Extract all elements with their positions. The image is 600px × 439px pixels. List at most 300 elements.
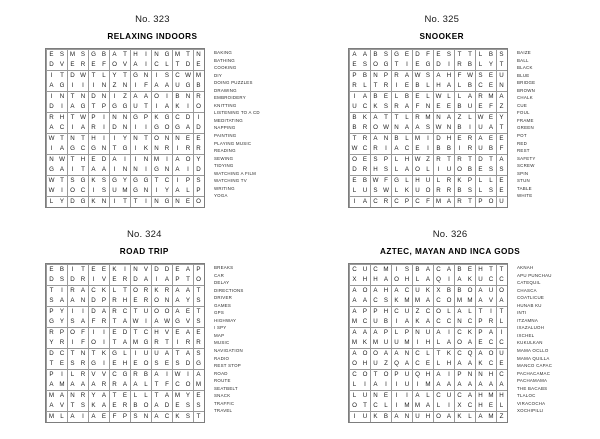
grid-cell[interactable]: A	[350, 50, 360, 60]
grid-cell[interactable]: W	[371, 176, 381, 186]
grid-cell[interactable]: H	[120, 359, 130, 369]
grid-cell[interactable]: Z	[110, 81, 120, 91]
grid-cell[interactable]: W	[173, 370, 183, 380]
grid-cell[interactable]: L	[141, 380, 151, 390]
grid-cell[interactable]: B	[392, 134, 402, 144]
grid-cell[interactable]: E	[99, 265, 109, 275]
grid-cell[interactable]: G	[78, 176, 88, 186]
grid-cell[interactable]: M	[434, 197, 444, 207]
grid-cell[interactable]: I	[141, 123, 151, 133]
grid-cell[interactable]: V	[183, 317, 193, 327]
grid-cell[interactable]: V	[99, 275, 109, 285]
grid-cell[interactable]: G	[152, 123, 162, 133]
word-list-item[interactable]: WRITING	[214, 185, 235, 191]
grid-cell[interactable]: S	[78, 50, 88, 60]
grid-cell[interactable]: A	[131, 92, 141, 102]
grid-cell[interactable]: U	[476, 275, 486, 285]
grid-cell[interactable]: I	[68, 165, 78, 175]
grid-cell[interactable]: I	[413, 338, 423, 348]
grid-cell[interactable]: O	[360, 286, 370, 296]
grid-cell[interactable]: B	[455, 123, 465, 133]
grid-cell[interactable]: S	[173, 359, 183, 369]
grid-cell[interactable]: S	[486, 186, 496, 196]
grid-cell[interactable]: I	[392, 265, 402, 275]
grid-cell[interactable]: L	[423, 81, 433, 91]
grid-cell[interactable]: A	[47, 123, 57, 133]
grid-cell[interactable]: H	[423, 370, 433, 380]
word-list-item[interactable]: TRAVEL	[214, 408, 233, 414]
grid-cell[interactable]: O	[141, 359, 151, 369]
grid-cell[interactable]: U	[497, 349, 507, 359]
grid-cell[interactable]: L	[423, 391, 433, 401]
grid-cell[interactable]: M	[47, 391, 57, 401]
grid-cell[interactable]: Y	[57, 307, 67, 317]
grid-cell[interactable]: I	[444, 370, 454, 380]
grid-cell[interactable]: R	[371, 144, 381, 154]
grid-cell[interactable]: P	[402, 197, 412, 207]
grid-cell[interactable]: U	[444, 165, 454, 175]
grid-cell[interactable]: I	[141, 60, 151, 70]
grid-cell[interactable]: K	[465, 328, 475, 338]
grid-cell[interactable]: R	[78, 60, 88, 70]
grid-cell[interactable]: H	[371, 165, 381, 175]
grid-cell[interactable]: R	[89, 123, 99, 133]
grid-cell[interactable]: O	[131, 286, 141, 296]
grid-cell[interactable]: A	[371, 328, 381, 338]
grid-cell[interactable]: R	[360, 123, 370, 133]
grid-cell[interactable]: H	[360, 359, 370, 369]
grid-cell[interactable]: A	[465, 92, 475, 102]
grid-cell[interactable]: L	[444, 92, 454, 102]
grid-cell[interactable]: T	[371, 81, 381, 91]
grid-cell[interactable]: I	[110, 92, 120, 102]
grid-cell[interactable]: T	[68, 113, 78, 123]
grid-cell[interactable]: L	[465, 412, 475, 422]
grid-cell[interactable]: L	[444, 307, 454, 317]
grid-cell[interactable]: L	[423, 349, 433, 359]
grid-cell[interactable]: L	[68, 370, 78, 380]
grid-cell[interactable]: I	[99, 328, 109, 338]
grid-cell[interactable]: N	[183, 92, 193, 102]
grid-cell[interactable]: R	[360, 165, 370, 175]
grid-cell[interactable]: A	[381, 349, 391, 359]
grid-cell[interactable]: A	[110, 155, 120, 165]
grid-cell[interactable]: V	[486, 296, 496, 306]
grid-cell[interactable]: O	[162, 123, 172, 133]
grid-cell[interactable]: C	[455, 328, 465, 338]
grid-cell[interactable]: G	[68, 144, 78, 154]
word-list-item[interactable]: XOCHIPILLI	[517, 408, 544, 414]
grid-cell[interactable]: S	[162, 71, 172, 81]
grid-cell[interactable]: I	[57, 102, 67, 112]
grid-cell[interactable]: I	[152, 71, 162, 81]
grid-cell[interactable]: S	[476, 71, 486, 81]
grid-cell[interactable]: L	[434, 176, 444, 186]
grid-cell[interactable]: C	[89, 286, 99, 296]
grid-cell[interactable]: S	[131, 412, 141, 422]
grid-cell[interactable]: U	[413, 186, 423, 196]
grid-cell[interactable]: R	[131, 370, 141, 380]
grid-cell[interactable]: I	[434, 165, 444, 175]
grid-cell[interactable]: T	[131, 197, 141, 207]
grid-cell[interactable]: A	[444, 81, 454, 91]
word-list-item[interactable]: PLAYING MUSIC	[214, 140, 252, 146]
grid-cell[interactable]: N	[444, 123, 454, 133]
grid-cell[interactable]: L	[402, 176, 412, 186]
grid-cell[interactable]: U	[444, 391, 454, 401]
grid-cell[interactable]: T	[78, 134, 88, 144]
grid-cell[interactable]: A	[360, 328, 370, 338]
grid-cell[interactable]: I	[99, 359, 109, 369]
word-list-item[interactable]: WATCHING A FILM	[214, 170, 257, 176]
grid-cell[interactable]: B	[194, 81, 204, 91]
grid-cell[interactable]: R	[78, 359, 88, 369]
grid-cell[interactable]: U	[497, 71, 507, 81]
grid-cell[interactable]: A	[423, 275, 433, 285]
grid-cell[interactable]: G	[162, 50, 172, 60]
word-list-item[interactable]: BROWN	[517, 87, 536, 93]
grid-cell[interactable]: E	[497, 359, 507, 369]
grid-cell[interactable]: S	[99, 176, 109, 186]
grid-cell[interactable]: B	[360, 71, 370, 81]
grid-cell[interactable]: O	[183, 380, 193, 390]
grid-cell[interactable]: G	[57, 81, 67, 91]
word-list-item[interactable]: WATCHING TV	[214, 178, 247, 184]
grid-cell[interactable]: T	[497, 265, 507, 275]
grid-cell[interactable]: T	[120, 286, 130, 296]
grid-cell[interactable]: C	[350, 370, 360, 380]
word-list-item[interactable]: FOUL	[517, 110, 530, 116]
grid-cell[interactable]: Y	[486, 60, 496, 70]
grid-cell[interactable]: G	[152, 165, 162, 175]
grid-cell[interactable]: T	[183, 50, 193, 60]
grid-cell[interactable]: G	[162, 197, 172, 207]
grid-cell[interactable]: A	[183, 265, 193, 275]
grid-cell[interactable]: M	[152, 155, 162, 165]
grid-cell[interactable]: S	[423, 123, 433, 133]
grid-cell[interactable]: L	[455, 81, 465, 91]
grid-cell[interactable]: L	[350, 391, 360, 401]
grid-cell[interactable]: C	[486, 275, 496, 285]
word-list-item[interactable]: KUKULKAN	[517, 340, 543, 346]
word-list-item[interactable]: POT	[517, 133, 527, 139]
word-list-item[interactable]: TABLE	[517, 185, 532, 191]
grid-cell[interactable]: A	[89, 380, 99, 390]
grid-cell[interactable]: R	[110, 307, 120, 317]
grid-cell[interactable]: B	[465, 81, 475, 91]
grid-cell[interactable]: O	[486, 197, 496, 207]
grid-cell[interactable]: T	[110, 317, 120, 327]
grid-cell[interactable]: I	[78, 412, 88, 422]
grid-cell[interactable]: C	[141, 328, 151, 338]
grid-cell[interactable]: H	[381, 286, 391, 296]
grid-cell[interactable]: A	[465, 380, 475, 390]
word-list-item[interactable]: YOGA	[214, 193, 228, 199]
grid-cell[interactable]: T	[131, 307, 141, 317]
grid-cell[interactable]: M	[120, 186, 130, 196]
grid-cell[interactable]: T	[89, 349, 99, 359]
grid-cell[interactable]: I	[392, 81, 402, 91]
word-list-item[interactable]: GREEN	[517, 125, 534, 131]
grid-cell[interactable]: R	[99, 317, 109, 327]
grid-cell[interactable]: D	[183, 113, 193, 123]
grid-cell[interactable]: D	[194, 165, 204, 175]
grid-cell[interactable]: A	[89, 165, 99, 175]
grid-cell[interactable]: A	[57, 391, 67, 401]
grid-cell[interactable]: I	[131, 144, 141, 154]
grid-cell[interactable]: H	[444, 359, 454, 369]
grid-cell[interactable]: A	[423, 296, 433, 306]
grid-cell[interactable]: L	[423, 165, 433, 175]
grid-cell[interactable]: I	[173, 144, 183, 154]
grid-cell[interactable]: I	[68, 265, 78, 275]
grid-cell[interactable]: F	[413, 102, 423, 112]
grid-cell[interactable]: O	[444, 296, 454, 306]
grid-cell[interactable]: R	[455, 197, 465, 207]
grid-cell[interactable]: E	[423, 359, 433, 369]
grid-cell[interactable]: M	[57, 380, 67, 390]
grid-cell[interactable]: G	[392, 176, 402, 186]
grid-cell[interactable]: I	[350, 92, 360, 102]
grid-cell[interactable]: K	[444, 349, 454, 359]
grid-cell[interactable]: M	[371, 338, 381, 348]
grid-cell[interactable]: E	[162, 359, 172, 369]
grid-cell[interactable]: C	[360, 317, 370, 327]
grid-cell[interactable]: T	[183, 275, 193, 285]
grid-cell[interactable]: I	[392, 391, 402, 401]
grid-cell[interactable]: D	[183, 60, 193, 70]
grid-cell[interactable]: A	[413, 123, 423, 133]
grid-cell[interactable]: E	[455, 134, 465, 144]
grid-cell[interactable]: B	[360, 176, 370, 186]
grid-cell[interactable]: A	[120, 380, 130, 390]
grid-cell[interactable]: C	[455, 349, 465, 359]
grid-cell[interactable]: N	[99, 197, 109, 207]
grid-cell[interactable]: F	[423, 197, 433, 207]
grid-cell[interactable]: A	[350, 296, 360, 306]
grid-cell[interactable]: N	[162, 134, 172, 144]
grid-cell[interactable]: V	[141, 265, 151, 275]
grid-cell[interactable]: C	[434, 296, 444, 306]
word-list-item[interactable]: EMBROIDERY	[214, 95, 246, 101]
grid-cell[interactable]: Y	[194, 155, 204, 165]
grid-cell[interactable]: A	[444, 412, 454, 422]
grid-cell[interactable]: T	[152, 391, 162, 401]
word-list-item[interactable]: CUE	[517, 102, 528, 108]
grid-cell[interactable]: A	[497, 155, 507, 165]
grid-cell[interactable]: T	[173, 60, 183, 70]
grid-cell[interactable]: M	[486, 412, 496, 422]
grid-cell[interactable]: D	[99, 155, 109, 165]
grid-cell[interactable]: C	[173, 71, 183, 81]
grid-cell[interactable]: Y	[183, 296, 193, 306]
grid-cell[interactable]: C	[57, 349, 67, 359]
grid-cell[interactable]: K	[413, 317, 423, 327]
grid-cell[interactable]: I	[173, 176, 183, 186]
word-list-item[interactable]: HIGHWAY	[214, 317, 237, 323]
grid-cell[interactable]: O	[194, 275, 204, 285]
word-list-item[interactable]: BATHING	[214, 57, 235, 63]
grid-cell[interactable]: A	[47, 401, 57, 411]
grid-cell[interactable]: T	[194, 412, 204, 422]
grid-cell[interactable]: N	[68, 391, 78, 401]
grid-cell[interactable]: D	[152, 265, 162, 275]
grid-cell[interactable]: A	[465, 338, 475, 348]
grid-cell[interactable]: P	[476, 197, 486, 207]
word-list-item[interactable]: REST STOP	[214, 363, 241, 369]
grid-cell[interactable]: L	[120, 349, 130, 359]
grid-cell[interactable]: F	[162, 380, 172, 390]
grid-cell[interactable]: N	[47, 155, 57, 165]
grid-cell[interactable]: A	[360, 197, 370, 207]
grid-cell[interactable]: B	[381, 317, 391, 327]
grid-cell[interactable]: L	[497, 401, 507, 411]
grid-cell[interactable]: E	[47, 50, 57, 60]
grid-cell[interactable]: A	[476, 296, 486, 306]
grid-cell[interactable]: U	[110, 186, 120, 196]
grid-cell[interactable]: P	[194, 186, 204, 196]
grid-cell[interactable]: T	[360, 401, 370, 411]
grid-cell[interactable]: I	[162, 155, 172, 165]
grid-cell[interactable]: P	[476, 328, 486, 338]
word-list-item[interactable]: BLACK	[517, 65, 533, 71]
grid-cell[interactable]: A	[110, 50, 120, 60]
grid-cell[interactable]: G	[89, 359, 99, 369]
grid-cell[interactable]: U	[402, 370, 412, 380]
grid-cell[interactable]: R	[413, 113, 423, 123]
grid-cell[interactable]: E	[413, 144, 423, 154]
grid-cell[interactable]: C	[371, 197, 381, 207]
word-list-item[interactable]: SCREW	[517, 163, 535, 169]
grid-cell[interactable]: A	[350, 307, 360, 317]
word-list-item[interactable]: CAR	[214, 272, 225, 278]
grid-cell[interactable]: I	[57, 186, 67, 196]
grid-cell[interactable]: T	[120, 71, 130, 81]
grid-cell[interactable]: N	[141, 186, 151, 196]
grid-cell[interactable]: S	[381, 102, 391, 112]
grid-cell[interactable]: R	[183, 144, 193, 154]
grid-cell[interactable]: E	[89, 265, 99, 275]
grid-cell[interactable]: F	[78, 338, 88, 348]
grid-cell[interactable]: M	[402, 401, 412, 411]
grid-cell[interactable]: P	[465, 176, 475, 186]
word-list-item[interactable]: MANCO CAPAC	[517, 363, 553, 369]
grid-cell[interactable]: N	[152, 50, 162, 60]
grid-cell[interactable]: T	[173, 349, 183, 359]
grid-cell[interactable]: S	[194, 401, 204, 411]
grid-cell[interactable]: T	[476, 307, 486, 317]
grid-cell[interactable]: W	[78, 71, 88, 81]
grid-cell[interactable]: A	[78, 286, 88, 296]
grid-cell[interactable]: I	[68, 123, 78, 133]
grid-cell[interactable]: P	[381, 155, 391, 165]
grid-cell[interactable]: W	[47, 186, 57, 196]
grid-cell[interactable]: S	[371, 155, 381, 165]
grid-cell[interactable]: S	[194, 317, 204, 327]
grid-cell[interactable]: O	[350, 401, 360, 411]
grid-cell[interactable]: A	[57, 296, 67, 306]
grid-cell[interactable]: A	[173, 186, 183, 196]
grid-cell[interactable]: H	[152, 328, 162, 338]
grid-cell[interactable]: L	[497, 317, 507, 327]
grid-cell[interactable]: T	[194, 307, 204, 317]
grid-cell[interactable]: T	[194, 286, 204, 296]
word-list-item[interactable]: PACHACAMAC	[517, 370, 551, 376]
grid-cell[interactable]: A	[68, 296, 78, 306]
grid-cell[interactable]: L	[455, 92, 465, 102]
grid-cell[interactable]: I	[423, 144, 433, 154]
grid-cell[interactable]: L	[392, 155, 402, 165]
word-list-item[interactable]: BAKING	[214, 50, 233, 55]
grid-cell[interactable]: T	[497, 123, 507, 133]
grid-cell[interactable]: D	[434, 60, 444, 70]
grid-cell[interactable]: N	[381, 134, 391, 144]
grid-cell[interactable]: C	[152, 60, 162, 70]
grid-cell[interactable]: R	[183, 338, 193, 348]
grid-cell[interactable]: O	[141, 401, 151, 411]
grid-cell[interactable]: A	[423, 317, 433, 327]
grid-cell[interactable]: R	[110, 380, 120, 390]
grid-cell[interactable]: A	[183, 349, 193, 359]
grid-cell[interactable]: P	[47, 307, 57, 317]
grid-cell[interactable]: R	[141, 296, 151, 306]
grid-cell[interactable]: K	[360, 338, 370, 348]
grid-cell[interactable]: E	[476, 165, 486, 175]
grid-cell[interactable]: O	[152, 296, 162, 306]
grid-cell[interactable]: D	[110, 123, 120, 133]
grid-cell[interactable]: E	[381, 391, 391, 401]
grid-cell[interactable]: S	[423, 71, 433, 81]
grid-cell[interactable]: Z	[423, 155, 433, 165]
word-list-item[interactable]: TLALOC	[517, 393, 536, 399]
grid-cell[interactable]: P	[99, 296, 109, 306]
grid-cell[interactable]: W	[47, 134, 57, 144]
grid-cell[interactable]: A	[131, 60, 141, 70]
grid-cell[interactable]: A	[423, 265, 433, 275]
grid-cell[interactable]: C	[392, 307, 402, 317]
grid-cell[interactable]: Q	[392, 359, 402, 369]
grid-cell[interactable]: I	[99, 134, 109, 144]
grid-cell[interactable]: A	[455, 380, 465, 390]
grid-cell[interactable]: V	[99, 370, 109, 380]
grid-cell[interactable]: A	[173, 155, 183, 165]
grid-cell[interactable]: L	[99, 71, 109, 81]
grid-cell[interactable]: R	[120, 275, 130, 285]
word-list-item[interactable]: CATEQUIL	[517, 280, 541, 286]
grid-cell[interactable]: N	[402, 349, 412, 359]
grid-cell[interactable]: C	[78, 144, 88, 154]
grid-cell[interactable]: A	[381, 275, 391, 285]
grid-cell[interactable]: A	[173, 296, 183, 306]
grid-cell[interactable]: I	[110, 134, 120, 144]
grid-cell[interactable]: P	[360, 307, 370, 317]
grid-cell[interactable]: G	[89, 144, 99, 154]
grid-cell[interactable]: E	[183, 134, 193, 144]
grid-cell[interactable]: M	[413, 401, 423, 411]
grid-cell[interactable]: N	[141, 71, 151, 81]
grid-cell[interactable]: L	[47, 197, 57, 207]
grid-cell[interactable]: O	[360, 370, 370, 380]
grid-cell[interactable]: N	[110, 113, 120, 123]
grid-cell[interactable]: U	[350, 102, 360, 112]
grid-cell[interactable]: B	[371, 50, 381, 60]
grid-cell[interactable]: G	[183, 81, 193, 91]
grid-cell[interactable]: T	[486, 265, 496, 275]
grid-cell[interactable]: N	[392, 123, 402, 133]
grid-cell[interactable]: H	[476, 391, 486, 401]
grid-cell[interactable]: N	[371, 71, 381, 81]
grid-cell[interactable]: S	[68, 176, 78, 186]
